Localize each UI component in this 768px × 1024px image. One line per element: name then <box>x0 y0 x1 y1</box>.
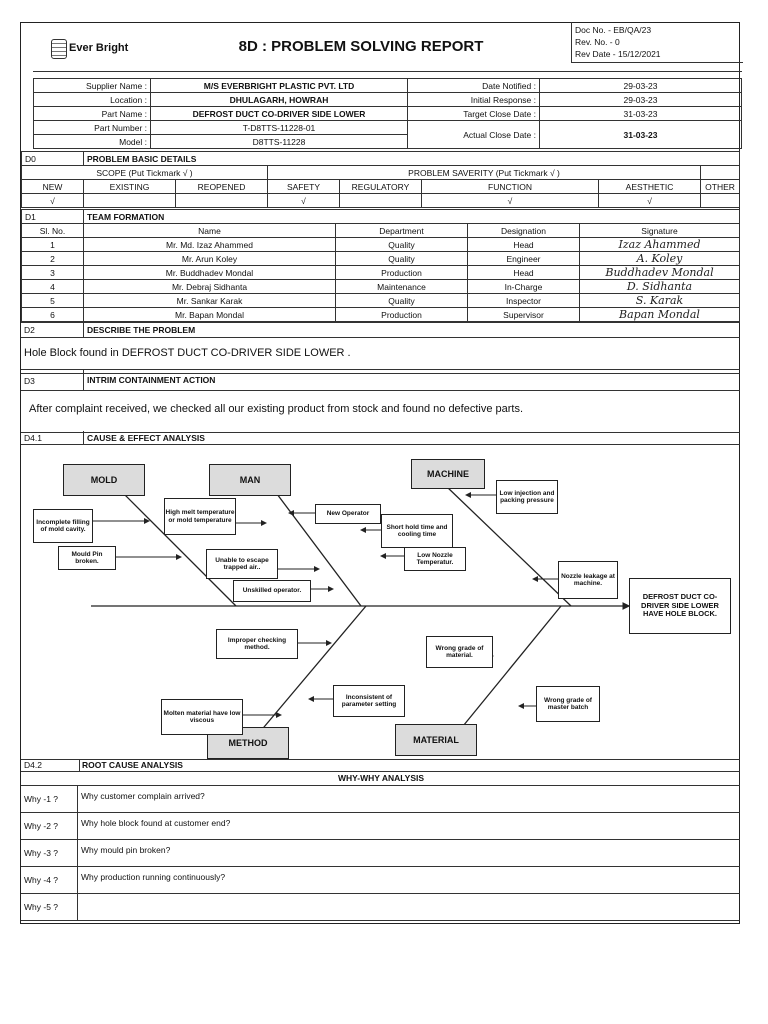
company-logo <box>51 37 131 63</box>
company-name: Ever Bright <box>69 42 129 54</box>
d41-section <box>21 431 740 760</box>
team-cell-dept: Quality <box>336 294 468 308</box>
d3-title: INTRIM CONTAINMENT ACTION <box>87 375 216 385</box>
cause-unable-escape: Unable to escape trapped air.. <box>206 549 278 579</box>
cause-unskilled: Unskilled operator. <box>233 580 311 602</box>
d2-code: D2 <box>24 325 35 335</box>
scope-col-new: NEW <box>22 180 84 194</box>
col-signature: Signature <box>580 224 740 238</box>
team-cell-dept: Production <box>336 308 468 322</box>
d42-section <box>21 759 740 924</box>
severity-col-regulatory: REGULATORY <box>340 180 422 194</box>
d0-title: PROBLEM BASIC DETAILS <box>84 152 740 166</box>
d42-subtitle: WHY-WHY ANALYSIS <box>337 773 425 783</box>
cause-wrong-material: Wrong grade of material. <box>426 636 493 668</box>
supplier-value: M/S EVERBRIGHT PLASTIC PVT. LTD <box>151 79 408 93</box>
category-method: METHOD <box>207 727 289 759</box>
d0-code: D0 <box>22 152 84 166</box>
tick-safety: √ <box>268 194 340 208</box>
team-row <box>22 280 740 294</box>
team-row <box>22 238 740 252</box>
why-text: Why production running continuously? <box>81 872 226 882</box>
team-row <box>22 308 740 322</box>
d3-section <box>21 369 740 433</box>
category-machine: MACHINE <box>411 459 485 489</box>
scope-col-existing: EXISTING <box>84 180 176 194</box>
team-cell-desig: Head <box>468 238 580 252</box>
initial-response-label: Initial Response : <box>408 93 540 107</box>
location-label: Location : <box>34 93 151 107</box>
effect-box: DEFROST DUCT CO-DRIVER SIDE LOWER HAVE HOLE BLOCK. <box>629 578 731 634</box>
cause-incomplete: Incomplete filling of mold cavity. <box>33 509 93 543</box>
date-notified-value: 29-03-23 <box>540 79 742 93</box>
supplier-label: Supplier Name : <box>34 79 151 93</box>
cause-wrong-master: Wrong grade of master batch <box>536 686 600 722</box>
model-label: Model : <box>34 135 151 149</box>
d2-text: Hole Block found in DEFROST DUCT CO-DRIVER SIDE LOWER . <box>24 347 351 359</box>
location-value: DHULAGARH, HOWRAH <box>151 93 408 107</box>
cause-short-hold: Short hold time and cooling time <box>381 514 453 548</box>
tick-aesthetic: √ <box>599 194 701 208</box>
team-cell-dept: Production <box>336 266 468 280</box>
team-cell-desig: Head <box>468 266 580 280</box>
team-cell-sig: Buddhadev Mondal <box>580 266 740 280</box>
why-label: Why -5 ? <box>24 902 59 912</box>
team-cell-name: Mr. Buddhadev Mondal <box>84 266 336 280</box>
team-cell-name: Mr. Sankar Karak <box>84 294 336 308</box>
team-cell-desig: Supervisor <box>468 308 580 322</box>
why-label: Why -1 ? <box>24 794 59 804</box>
rev-date: Rev Date - 15/12/2021 <box>575 49 661 59</box>
why-text: Why customer complain arrived? <box>81 791 205 801</box>
cause-mould-pin: Mould Pin broken. <box>58 546 116 570</box>
why-row <box>21 839 740 867</box>
why-text: Why hole block found at customer end? <box>81 818 231 828</box>
part-name-value: DEFROST DUCT CO-DRIVER SIDE LOWER <box>151 107 408 121</box>
team-cell-sl: 4 <box>22 280 84 294</box>
target-close-value: 31-03-23 <box>540 107 742 121</box>
team-cell-desig: In-Charge <box>468 280 580 294</box>
team-cell-sl: 1 <box>22 238 84 252</box>
model-value: D8TTS-11228 <box>151 135 408 149</box>
severity-col-safety: SAFETY <box>268 180 340 194</box>
severity-col-aesthetic: AESTHETIC <box>599 180 701 194</box>
d2-section <box>21 322 740 374</box>
d2-title: DESCRIBE THE PROBLEM <box>87 325 196 335</box>
doc-info-box <box>571 22 743 63</box>
team-cell-sig: Izaz Ahammed <box>580 238 740 252</box>
team-row <box>22 266 740 280</box>
info-table <box>33 78 742 149</box>
cause-new-operator: New Operator <box>315 504 381 524</box>
d1-title: TEAM FORMATION <box>84 210 740 224</box>
initial-response-value: 29-03-23 <box>540 93 742 107</box>
logo-icon <box>51 39 67 59</box>
team-cell-sl: 5 <box>22 294 84 308</box>
team-cell-sig: S. Karak <box>580 294 740 308</box>
cause-inconsistent: Inconsistent of parameter setting <box>333 685 405 717</box>
team-cell-dept: Quality <box>336 252 468 266</box>
why-row <box>21 785 740 813</box>
d42-title: ROOT CAUSE ANALYSIS <box>82 760 183 770</box>
why-row <box>21 866 740 894</box>
target-close-label: Target Close Date : <box>408 107 540 121</box>
team-cell-sig: Bapan Mondal <box>580 308 740 322</box>
team-row <box>22 294 740 308</box>
team-cell-desig: Engineer <box>468 252 580 266</box>
cause-high-melt: High melt temperature or mold temperature <box>164 498 236 535</box>
d0-table <box>21 151 740 208</box>
category-man: MAN <box>209 464 291 496</box>
d1-table <box>21 209 740 322</box>
why-row <box>21 893 740 921</box>
why-label: Why -2 ? <box>24 821 59 831</box>
d1-code: D1 <box>22 210 84 224</box>
doc-no: Doc No. - EB/QA/23 <box>575 25 652 35</box>
why-row <box>21 812 740 840</box>
team-cell-name: Mr. Bapan Mondal <box>84 308 336 322</box>
scope-col-reopened: REOPENED <box>176 180 268 194</box>
cause-low-injection: Low injection and packing pressure <box>496 480 558 514</box>
cause-molten: Molten material have low viscous <box>161 699 243 735</box>
part-number-value: T-D8TTS-11228-01 <box>151 121 408 135</box>
col-name: Name <box>84 224 336 238</box>
why-text: Why mould pin broken? <box>81 845 171 855</box>
team-row <box>22 252 740 266</box>
part-number-label: Part Number : <box>34 121 151 135</box>
severity-col-other: OTHER <box>701 180 740 194</box>
actual-close-value: 31-03-23 <box>540 121 742 149</box>
team-cell-sig: D. Sidhanta <box>580 280 740 294</box>
severity-col-function: FUNCTION <box>422 180 599 194</box>
team-cell-sl: 2 <box>22 252 84 266</box>
team-cell-name: Mr. Md. Izaz Ahammed <box>84 238 336 252</box>
why-label: Why -4 ? <box>24 875 59 885</box>
severity-label: PROBLEM SAVERITY (Put Tickmark √ ) <box>268 166 701 180</box>
d41-code: D4.1 <box>24 433 42 443</box>
team-cell-desig: Inspector <box>468 294 580 308</box>
tick-new: √ <box>22 194 84 208</box>
why-label: Why -3 ? <box>24 848 59 858</box>
report-page <box>20 22 740 924</box>
category-material: MATERIAL <box>395 724 477 756</box>
col-department: Department <box>336 224 468 238</box>
d3-code: D3 <box>24 376 35 386</box>
d42-code: D4.2 <box>24 760 42 770</box>
team-cell-dept: Quality <box>336 238 468 252</box>
date-notified-label: Date Notified : <box>408 79 540 93</box>
cause-low-nozzle: Low Nozzle Temperatur. <box>404 547 466 571</box>
team-cell-dept: Maintenance <box>336 280 468 294</box>
cause-improper: Improper checking method. <box>216 629 298 659</box>
category-mold: MOLD <box>63 464 145 496</box>
col-sl: Sl. No. <box>22 224 84 238</box>
d41-title: CAUSE & EFFECT ANALYSIS <box>87 433 205 443</box>
actual-close-label: Actual Close Date : <box>408 121 540 149</box>
tick-function: √ <box>422 194 599 208</box>
team-cell-name: Mr. Arun Koley <box>84 252 336 266</box>
report-title: 8D : PROBLEM SOLVING REPORT <box>238 38 484 55</box>
team-cell-sl: 3 <box>22 266 84 280</box>
d3-text: After complaint received, we checked all our existing product from stock and found no defective parts. <box>29 403 524 415</box>
col-designation: Designation <box>468 224 580 238</box>
scope-label: SCOPE (Put Tickmark √ ) <box>22 166 268 180</box>
rev-no: Rev. No. - 0 <box>575 37 620 47</box>
team-cell-name: Mr. Debraj Sidhanta <box>84 280 336 294</box>
team-cell-sl: 6 <box>22 308 84 322</box>
cause-nozzle-leak: Nozzle leakage at machine. <box>558 561 618 599</box>
part-name-label: Part Name : <box>34 107 151 121</box>
team-cell-sig: A. Koley <box>580 252 740 266</box>
